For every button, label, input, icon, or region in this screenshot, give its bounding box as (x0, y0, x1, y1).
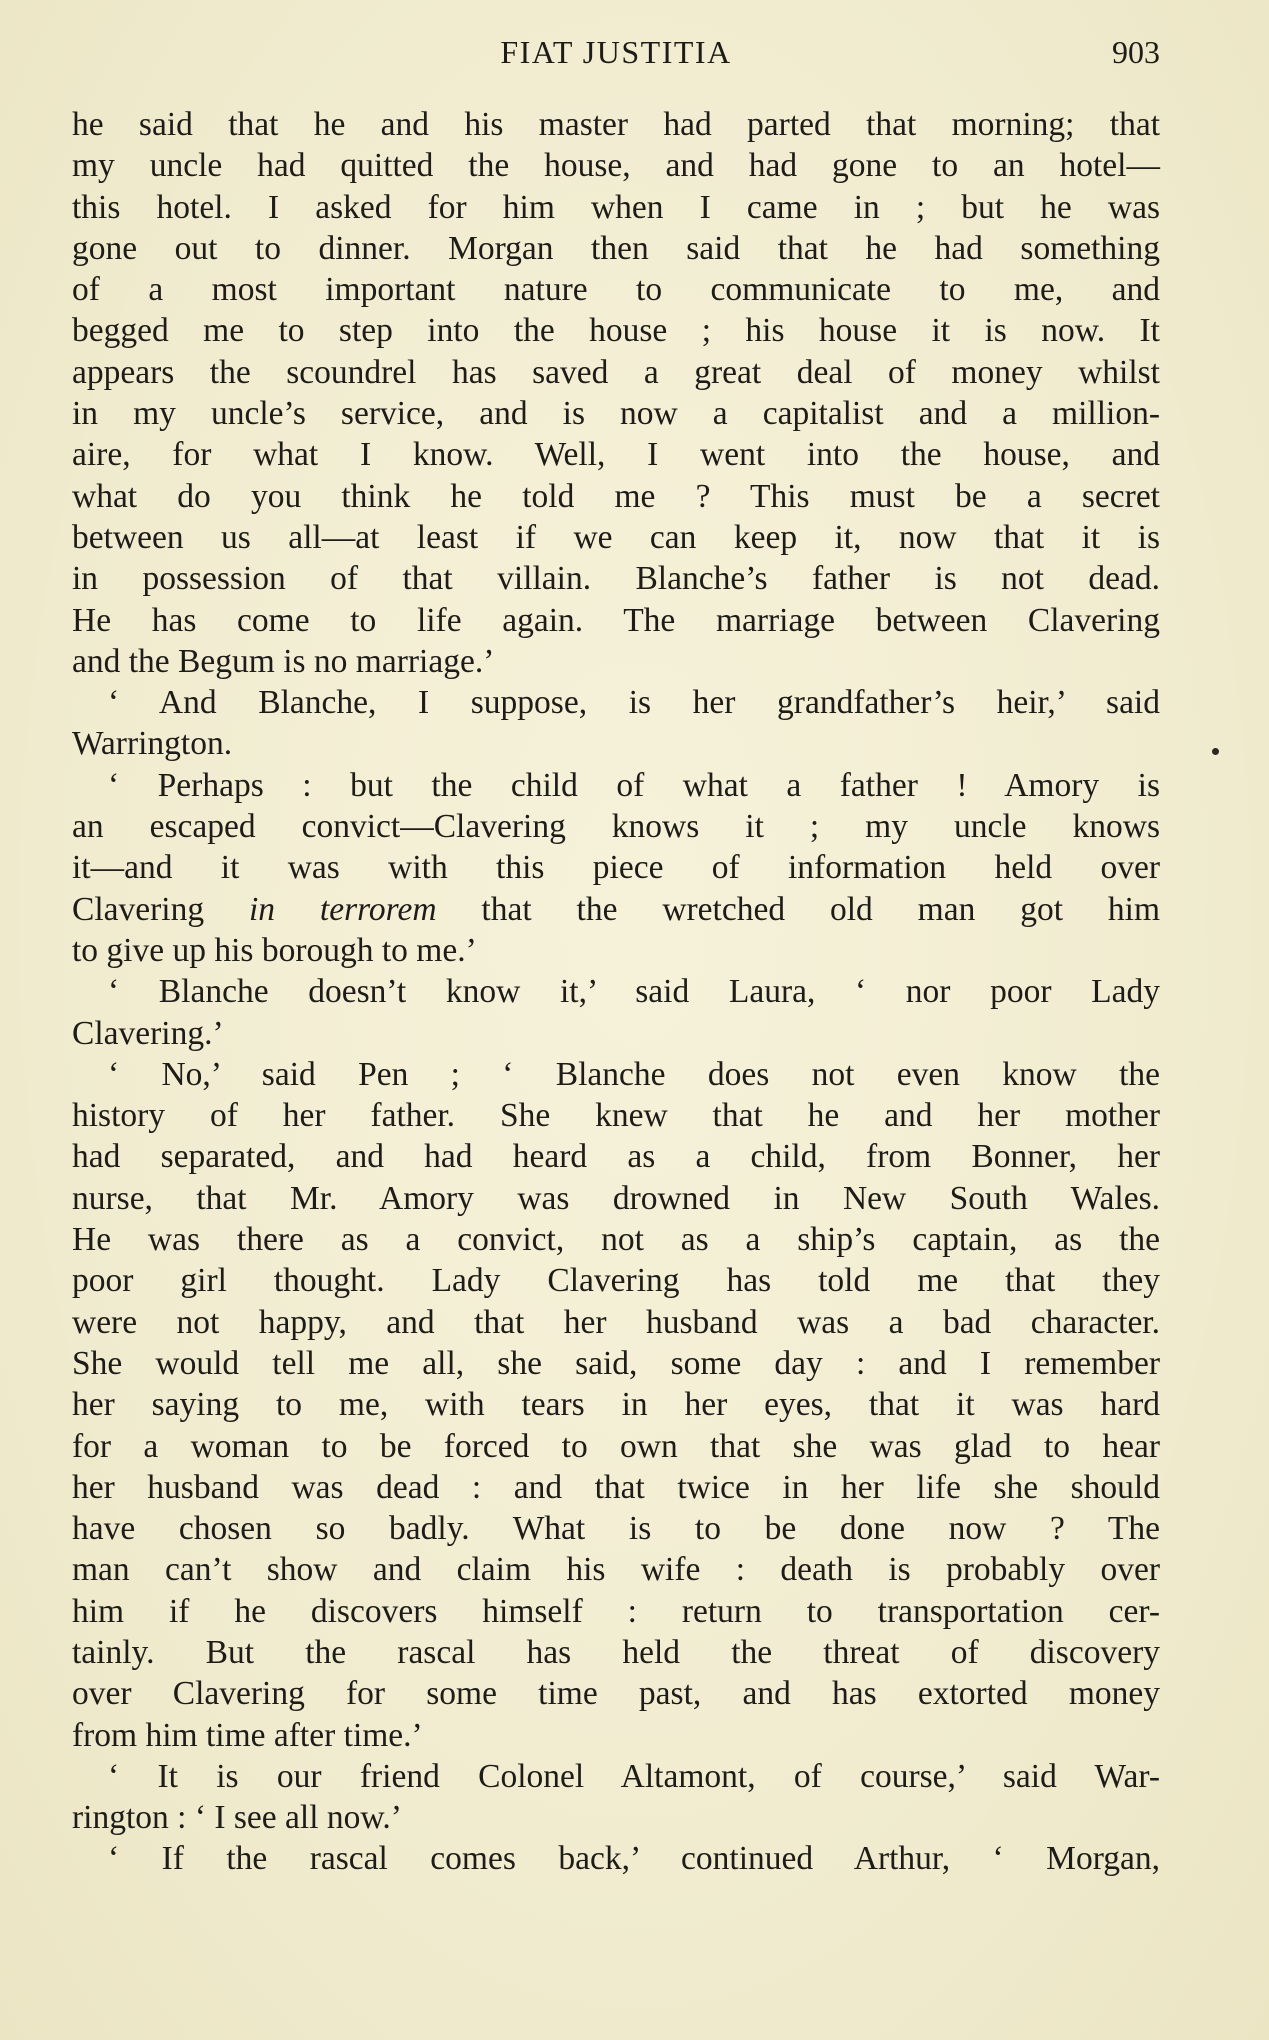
text-line: her saying to me, with tears in her eyes, that it was hard (72, 1386, 1160, 1424)
text-line: appears the scoundrel has saved a great deal of money whilst (72, 353, 1160, 391)
text-line: man can’t show and claim his wife : death is probably over (72, 1551, 1160, 1589)
text-line: Warrington. (72, 725, 233, 763)
text-line: gone out to dinner. Morgan then said that he had something (72, 229, 1160, 267)
text-line: ‘ Perhaps : but the child of what a father ! Amory is (108, 766, 1160, 804)
text-line: ‘ Blanche doesn’t know it,’ said Laura, ‘ nor poor Lady (108, 973, 1160, 1011)
text-line: have chosen so badly. What is to be done now ? The (72, 1510, 1160, 1548)
text-line: from him time after time.’ (72, 1716, 423, 1754)
text-line: Clavering.’ (72, 1014, 224, 1052)
text-line: and the Begum is no marriage.’ (72, 642, 495, 680)
text-line: to give up his borough to me.’ (72, 931, 477, 969)
page-number: 903 (1112, 34, 1160, 70)
text-line: ‘ It is our friend Colonel Altamont, of course,’ said War- (108, 1757, 1160, 1795)
text-line: an escaped convict—Clavering knows it ; my uncle knows (72, 808, 1160, 846)
text-line: in possession of that villain. Blanche’s father is not dead. (72, 560, 1160, 598)
text-line: nurse, that Mr. Amory was drowned in New South Wales. (72, 1179, 1160, 1217)
text-line: him if he discovers himself : return to transportation cer- (72, 1592, 1160, 1630)
text-line: were not happy, and that her husband was a bad character. (72, 1303, 1160, 1341)
italic-phrase: in terrorem (248, 890, 437, 928)
running-title: FIAT JUSTITIA (500, 34, 732, 70)
text-line: in my uncle’s service, and is now a capitalist and a million- (72, 395, 1160, 433)
text-line: had separated, and had heard as a child, from Bonner, her (72, 1138, 1160, 1176)
text-line: Clavering in terrorem that the wretched old man got him (72, 890, 1160, 928)
text-line: rington : ‘ I see all now.’ (72, 1799, 402, 1837)
text-line: He was there as a convict, not as a ship’s captain, as the (72, 1221, 1160, 1259)
text-line: my uncle had quitted the house, and had gone to an hotel— (72, 147, 1160, 185)
text-line: of a most important nature to communicate to me, and (72, 271, 1160, 309)
running-header (72, 30, 1160, 74)
text-line: this hotel. I asked for him when I came in ; but he was (72, 188, 1160, 226)
text-line: ‘ No,’ said Pen ; ‘ Blanche does not even know the (108, 1055, 1160, 1093)
text-line: She would tell me all, she said, some day : and I remember (72, 1344, 1160, 1382)
text-line: for a woman to be forced to own that she was glad to hear (72, 1427, 1160, 1465)
text-line: he said that he and his master had parted that morning; that (72, 106, 1160, 143)
text-line: it—and it was with this piece of information held over (72, 849, 1160, 887)
text-line: aire, for what I know. Well, I went into the house, and (72, 436, 1160, 474)
body-text (72, 104, 1160, 1880)
text-line: ‘ If the rascal comes back,’ continued Arthur, ‘ Morgan, (108, 1840, 1160, 1878)
text-line: He has come to life again. The marriage between Clavering (72, 601, 1160, 639)
text-line: over Clavering for some time past, and has extorted money (72, 1675, 1160, 1713)
text-line: between us all—at least if we can keep it, now that it is (72, 518, 1160, 556)
text-line: poor girl thought. Lady Clavering has told me that they (72, 1262, 1160, 1300)
text-line: ‘ And Blanche, I suppose, is her grandfather’s heir,’ said (108, 684, 1160, 722)
text-line: her husband was dead : and that twice in her life she should (72, 1468, 1160, 1506)
text-line: what do you think he told me ? This must be a secret (72, 477, 1160, 515)
text-line: tainly. But the rascal has held the threat of discovery (72, 1633, 1160, 1671)
text-line: begged me to step into the house ; his house it is now. It (72, 312, 1160, 350)
text-line: history of her father. She knew that he and her mother (72, 1097, 1160, 1135)
margin-mark (1212, 748, 1219, 755)
